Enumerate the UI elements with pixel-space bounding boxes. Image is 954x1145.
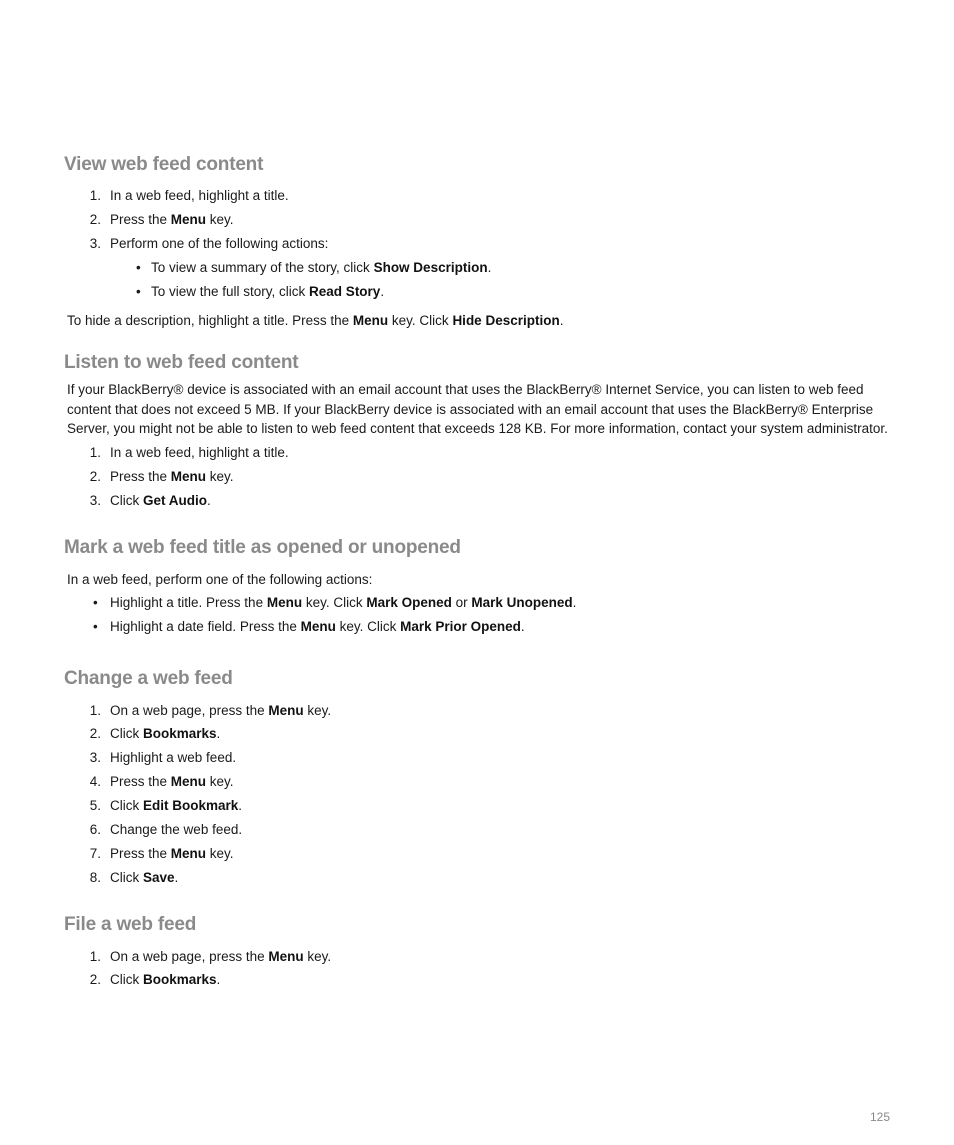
- note-text: To hide a description, highlight a title. Press the Menu key. Click Hide Description.: [67, 313, 564, 328]
- section-heading-view-web-feed-content: View web feed content: [64, 154, 264, 175]
- paragraph-line: If your BlackBerry® device is associated with an email account that uses the BlackBerry® Internet Service, you can listen to web feed: [67, 382, 864, 397]
- section-heading-mark-web-feed-title: Mark a web feed title as opened or unopened: [64, 537, 461, 558]
- section-heading-file-a-web-feed: File a web feed: [64, 914, 197, 935]
- paragraph-line: Server, you might not be able to listen to web feed content that exceeds 128 KB. For more information, contact your system administrator.: [67, 421, 888, 436]
- paragraph-line: content that does not exceed 5 MB. If your BlackBerry device is associated with an email account that uses the BlackBerry® Enterprise: [67, 402, 874, 417]
- section-heading-change-a-web-feed: Change a web feed: [64, 668, 233, 689]
- intro-text: In a web feed, perform one of the following actions:: [67, 572, 373, 587]
- section-heading-listen-to-web-feed-content: Listen to web feed content: [64, 352, 299, 373]
- page-number: 125: [869, 1110, 890, 1124]
